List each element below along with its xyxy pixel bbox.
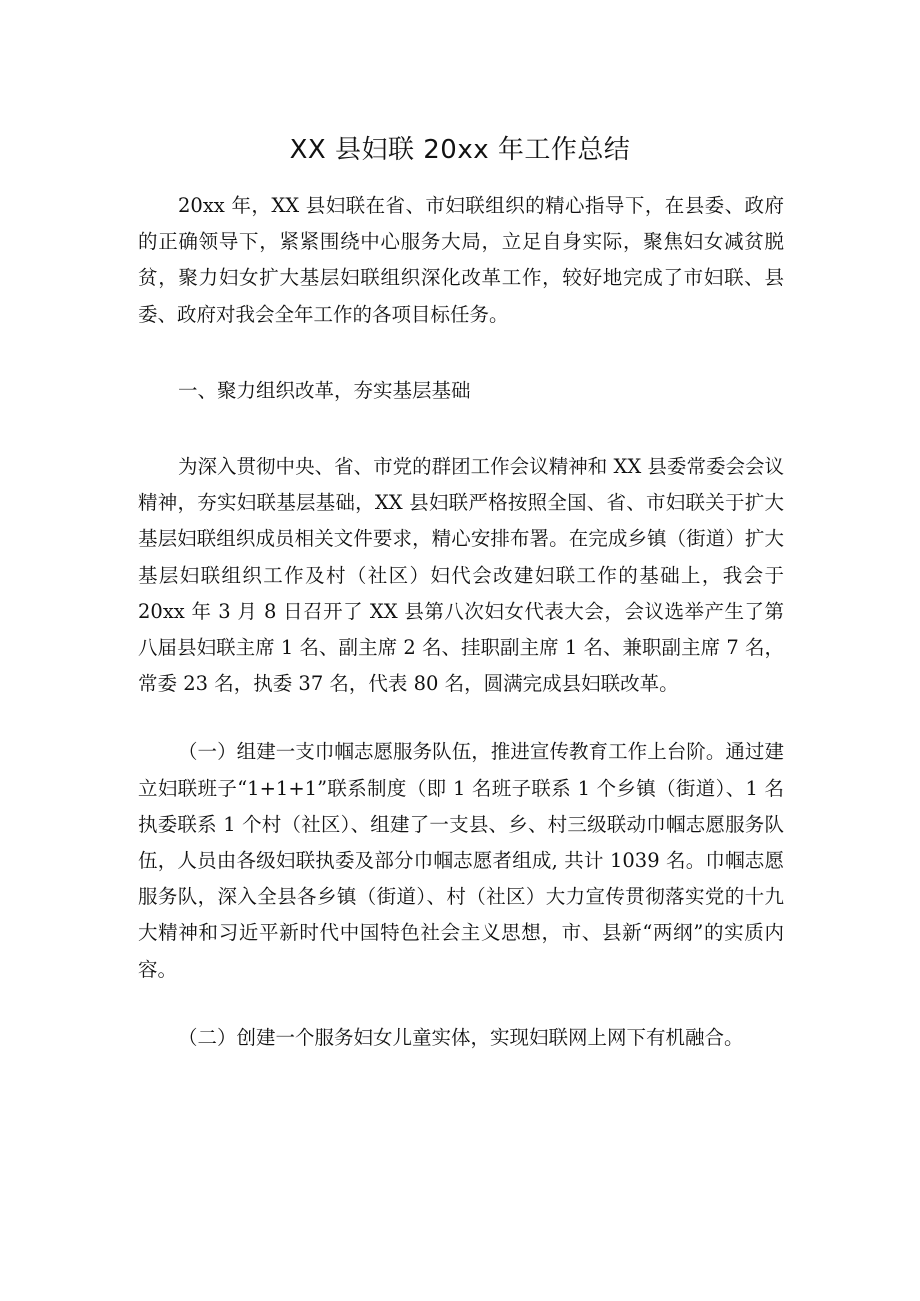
paragraph-reform: 为深入贯彻中央、省、市党的群团工作会议精神和 XX 县委常委会会议精神，夯实妇联基层基础，XX 县妇联严格按照全国、省、市妇联关于扩大基层妇联组织成员相关文件要求，精心安排布署。在完成乡镇（街道）扩大基层妇联组织工作及村（社区）妇代会改建妇联工作的基础上，我会于 20xx 年 3 月 8 日召开了 XX 县第八次妇女代表大会，会议选举产生了第八届县妇联主席 1 名、副主席 2 名、挂职副主席 1 名、兼职副主席 7 名，常委 23 名，执委 37 名，代表 80 名，圆满完成县妇联改革。 (138, 455, 791, 696)
document-title: XX 县妇联 20xx 年工作总结 (289, 135, 631, 165)
paragraph-intro: 20xx 年，XX 县妇联在省、市妇联组织的精心指导下，在县委、政府的正确领导下，紧紧围绕中心服务大局，立足自身实际，聚焦妇女减贫脱贫，聚力妇女扩大基层妇联组织深化改革工作，较好地完成了市妇联、县委、政府对我会全年工作的各项目标任务。 (138, 194, 784, 326)
section-heading: 一、聚力组织改革，夯实基层基础 (178, 378, 471, 402)
document-body (138, 188, 791, 1056)
paragraph-volunteers: （一）组建一支巾帼志愿服务队伍，推进宣传教育工作上台阶。通过建立妇联班子“1+1+1”联系制度（即 1 名班子联系 1 个乡镇（街道）、1 名执委联系 1 个村（社区）、组建了一支县、乡、村三级联动巾帼志愿服务队伍，人员由各级妇联执委及部分巾帼志愿者组成, 共计 1039 名。巾帼志愿服务队，深入全县各乡镇（街道）、村（社区）大力宣传贯彻落实党的十九大精神和习近平新时代中国特色社会主义思想，市、县新“两纲”的实质内容。 (138, 740, 784, 981)
paragraph-entity: （二）创建一个服务妇女儿童实体，实现妇联网上网下有机融合。 (178, 1025, 744, 1049)
